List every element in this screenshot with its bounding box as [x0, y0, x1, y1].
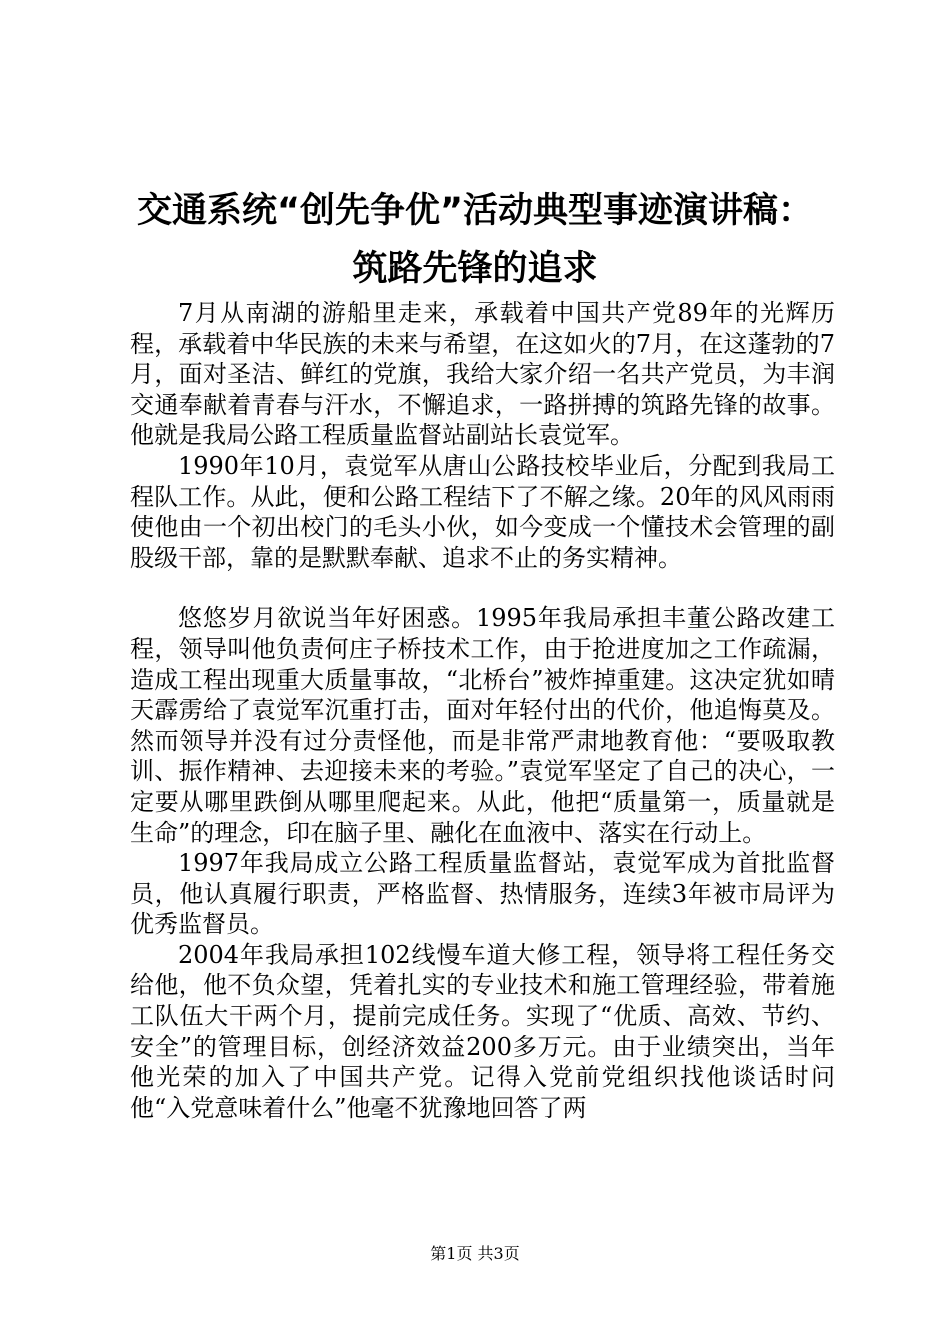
paragraph-1: 7月从南湖的游船里走来，承载着中国共产党89年的光辉历程，承载着中华民族的未来与希望，在这如火的7月，在这蓬勃的7月，面对圣洁、鲜红的党旗，我给大家介绍一名共产党员，为丰润交通奉献着青春与汗水，不懈追求，一路拼搏的筑路先锋的故事。他就是我局公路工程质量监督站副站长袁觉军。 — [130, 299, 835, 450]
paragraph-4: 1997年我局成立公路工程质量监督站，袁觉军成为首批监督员，他认真履行职责，严格监督、热情服务，连续3年被市局评为优秀监督员。 — [130, 849, 835, 939]
paragraph-3: 悠悠岁月欲说当年好困惑。1995年我局承担丰董公路改建工程，领导叫他负责何庄子桥技术工作，由于抢进度加之工作疏漏，造成工程出现重大质量事故，“北桥台”被炸掉重建。这决定犹如晴天霹雳给了袁觉军沉重打击，面对年轻付出的代价，他追悔莫及。然而领导并没有过分责怪他，而是非常严肃地教育他：“要吸取教训、振作精神、去迎接未来的考验。”袁觉军坚定了自己的决心，一定要从哪里跌倒从哪里爬起来。从此，他把“质量第一，质量就是生命”的理念，印在脑子里、融化在血液中、落实在行动上。 — [130, 604, 835, 847]
paragraph-5: 2004年我局承担102线慢车道大修工程，领导将工程任务交给他，他不负众望，凭着扎实的专业技术和施工管理经验，带着施工队伍大干两个月，提前完成任务。实现了“优质、高效、节约、安全”的管理目标，创经济效益200多万元。由于业绩突出，当年他光荣的加入了中国共产党。记得入党前党组织找他谈话时问他“入党意味着什么”他毫不犹豫地回答了两 — [130, 940, 835, 1122]
document-title-line-2: 筑路先锋的追求 — [352, 249, 598, 289]
document-body — [130, 298, 835, 1123]
paragraph-2: 1990年10月，袁觉军从唐山公路技校毕业后，分配到我局工程队工作。从此，便和公路工程结下了不解之缘。20年的风风雨雨使他由一个初出校门的毛头小伙，如今变成一个懂技术会管理的副股级干部，靠的是默默奉献、追求不止的务实精神。 — [130, 451, 835, 572]
page-footer: 第1页 共3页 — [430, 1244, 520, 1263]
document-title-line-1: 交通系统“创先争优”活动典型事迹演讲稿： — [136, 191, 813, 231]
